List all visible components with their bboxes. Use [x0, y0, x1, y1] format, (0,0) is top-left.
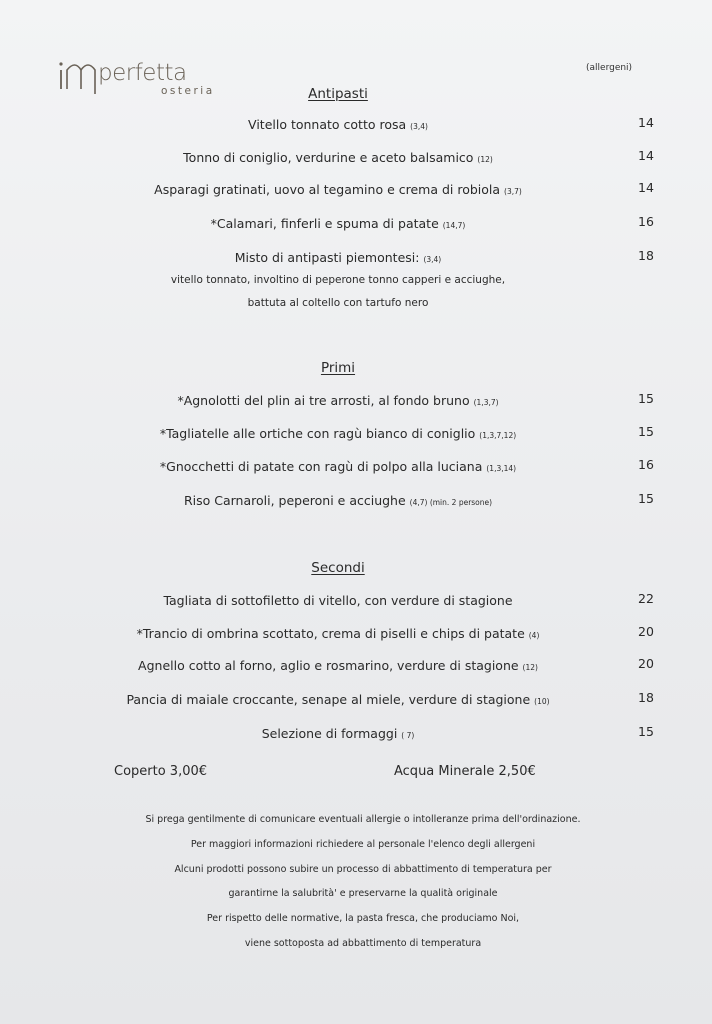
allergens-note: (allergeni)	[586, 63, 633, 73]
menu-item	[0, 658, 712, 680]
dish-line	[110, 426, 566, 441]
dish-line	[110, 150, 566, 165]
dish-description: vitello tonnato, involtino di peperone tonno capperi e acciughe,	[170, 274, 506, 286]
dish-price: 22	[638, 591, 654, 606]
dish-price: 16	[638, 214, 654, 229]
dish-name: *Tagliatelle alle ortiche con ragù bianco di coniglio	[159, 426, 476, 441]
dish-line	[110, 117, 566, 132]
dish-price: 18	[638, 690, 654, 705]
footer-notes	[100, 808, 626, 957]
dish-allergens: (1,3,7)	[473, 398, 499, 407]
menu-item	[0, 216, 712, 238]
dish-line	[110, 626, 566, 641]
dish-name: Pancia di maiale croccante, senape al miele, verdure di stagione	[126, 692, 531, 707]
dish-price: 20	[638, 624, 654, 639]
dish-price: 15	[638, 424, 654, 439]
dish-name: *Gnocchetti di patate con ragù di polpo alla luciana	[159, 459, 483, 474]
menu-item	[0, 692, 712, 714]
note-line: Alcuni prodotti possono subire un processo di abbattimento di temperatura per	[174, 863, 552, 875]
dish-allergens: (4,7) (min. 2 persone)	[409, 498, 493, 507]
menu-item	[0, 150, 712, 172]
dish-allergens: (1,3,14)	[486, 464, 517, 473]
dish-name: Misto di antipasti piemontesi:	[234, 250, 420, 265]
dish-line	[110, 459, 566, 474]
dish-allergens: (12)	[477, 155, 493, 164]
menu-item	[0, 426, 712, 448]
dish-allergens: (4)	[528, 631, 540, 640]
dish-price: 16	[638, 457, 654, 472]
dish-allergens: (3,4)	[410, 122, 428, 131]
dish-description: battuta al coltello con tartufo nero	[247, 297, 429, 309]
dish-allergens: (12)	[522, 663, 538, 672]
note-line: Per maggiori informazioni richiedere al personale l'elenco degli allergeni	[190, 838, 536, 850]
dish-line	[110, 692, 566, 707]
dish-price: 15	[638, 724, 654, 739]
menu-item	[0, 117, 712, 139]
dish-name: *Agnolotti del plin ai tre arrosti, al fondo bruno	[177, 393, 470, 408]
dish-price: 20	[638, 656, 654, 671]
logo-subtitle: osteria	[161, 85, 215, 97]
dish-allergens: (3,7)	[504, 187, 522, 196]
dish-line	[110, 726, 566, 741]
dish-line	[110, 658, 566, 673]
dish-allergens: (10)	[534, 697, 550, 706]
dish-name: *Trancio di ombrina scottato, crema di piselli e chips di patate	[136, 626, 525, 641]
dish-price: 14	[638, 148, 654, 163]
dish-line	[110, 216, 566, 231]
dish-name: *Calamari, finferli e spuma di patate	[210, 216, 439, 231]
dish-allergens: (3,4)	[423, 255, 442, 264]
dish-price: 14	[638, 115, 654, 130]
dish-price: 18	[638, 248, 654, 263]
note-line: viene sottoposta ad abbattimento di temperatura	[244, 937, 482, 949]
dish-name: Selezione di formaggi	[261, 726, 398, 741]
dish-price: 14	[638, 180, 654, 195]
menu-item	[0, 182, 712, 204]
dish-name: Vitello tonnato cotto rosa	[248, 117, 407, 132]
mineral-water-price: Acqua Minerale 2,50€	[394, 764, 536, 779]
menu-item	[0, 250, 712, 272]
dish-line	[110, 182, 566, 197]
logo-word: perfetta	[98, 60, 187, 86]
dish-line	[110, 493, 566, 508]
dish-name: Tagliata di sottofiletto di vitello, con verdure di stagione	[163, 593, 513, 608]
dish-name: Agnello cotto al forno, aglio e rosmarino, verdure di stagione	[138, 658, 519, 673]
section-title-secondi: Secondi	[311, 560, 365, 576]
dish-name: Asparagi gratinati, uovo al tegamino e crema di robiola	[154, 182, 501, 197]
dish-allergens: ( 7)	[401, 731, 415, 740]
menu-item	[0, 459, 712, 481]
note-line: Si prega gentilmente di comunicare eventuali allergie o intolleranze prima dell'ordinazione.	[145, 814, 581, 825]
dish-allergens: (14,7)	[442, 221, 466, 230]
menu-item	[0, 626, 712, 648]
dish-line	[110, 393, 566, 408]
section-title-antipasti: Antipasti	[308, 86, 368, 102]
menu-item	[0, 393, 712, 415]
cover-charge: Coperto 3,00€	[114, 764, 208, 779]
dish-line	[110, 593, 566, 608]
dish-price: 15	[638, 391, 654, 406]
dish-name: Tonno di coniglio, verdurine e aceto balsamico	[183, 150, 474, 165]
dish-allergens: (1,3,7,12)	[479, 431, 517, 440]
dish-price: 15	[638, 491, 654, 506]
note-line: garantirne la salubrità' e preservarne la qualità originale	[228, 888, 498, 900]
menu-item	[0, 593, 712, 615]
menu-item	[0, 493, 712, 515]
dish-line	[110, 250, 566, 265]
section-title-primi: Primi	[320, 360, 356, 376]
dish-name: Riso Carnaroli, peperoni e acciughe	[183, 493, 406, 508]
note-line: Per rispetto delle normative, la pasta fresca, che produciamo Noi,	[206, 913, 520, 925]
menu-item	[0, 726, 712, 748]
